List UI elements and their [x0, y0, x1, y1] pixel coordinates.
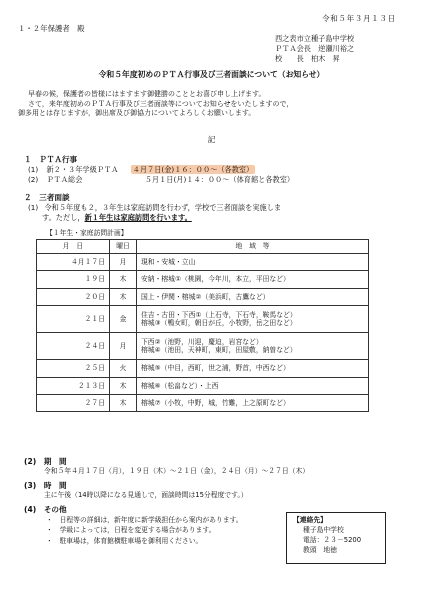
row-date: ２１日	[37, 306, 110, 333]
row-area	[137, 271, 369, 288]
period-text: 令和５年４月１７日（月），１９日（木）～２１日（金），２４日（月）～２７日（木）	[44, 467, 310, 475]
row-area	[137, 333, 369, 360]
document-date: 令和５年３月１３日	[322, 14, 396, 23]
row-date: ２０日	[37, 288, 110, 305]
row-day: 木	[110, 394, 137, 411]
item-number: (1)	[28, 203, 39, 212]
table-body	[37, 254, 369, 412]
row-date: ２４日	[37, 333, 110, 360]
sender-principal: 校 長 柏木 昇	[275, 54, 340, 63]
area-line: 下西②（池野，川迎，慶迫，岩宮など）	[141, 337, 263, 346]
other-bullets	[46, 515, 243, 546]
pta-item-1	[28, 165, 255, 174]
other-heading: (4) その他	[24, 505, 67, 514]
contact-box	[286, 512, 386, 564]
area-line: 榕城⑤（中目，西町，世之浦，野首，中西など）	[141, 364, 290, 373]
row-date: ２１３日	[37, 377, 110, 394]
row-day: 火	[110, 360, 137, 377]
item-label: ＰＴＡ総会	[46, 175, 83, 184]
table-row	[37, 271, 369, 288]
home-visit-note: 新１年生は家庭訪問を行います。	[84, 213, 192, 222]
ki-heading: 記	[207, 135, 216, 144]
row-area	[137, 360, 369, 377]
table-row	[37, 333, 369, 360]
table-row	[37, 360, 369, 377]
row-day: 月	[110, 254, 137, 271]
sender-pta-president: ＰＴＡ会長 逆瀬川裕之	[275, 44, 355, 53]
row-day: 月	[110, 333, 137, 360]
table-row	[37, 254, 369, 271]
column-header-area: 地 域 等	[137, 240, 369, 254]
row-area	[137, 288, 369, 305]
pta-item-2	[28, 175, 294, 184]
item-number: (2)	[28, 175, 39, 184]
bullet-item: ・ 駐車場は，体育館横駐車場を御利用ください。	[46, 536, 203, 545]
document-title: 令和５年度初めのＰＴＡ行事及び三者面談について（お知らせ）	[98, 70, 325, 79]
area-line: 榕城④（池田，天神町，東町，田屋敷，納曽など）	[141, 346, 297, 355]
item-datetime-highlighted: ４月７日(金)１６：００～（各教室）	[132, 165, 254, 174]
intro-line: さて，来年度初めのＰＴＡ行事及び三者面談等についてお知らせをいたしますので，	[28, 99, 294, 108]
row-day: 木	[110, 271, 137, 288]
row-day: 木	[110, 377, 137, 394]
home-visit-table	[36, 239, 369, 412]
row-date: ２５日	[37, 360, 110, 377]
sender-school: 西之表市立種子島中学校	[275, 34, 355, 43]
intro-line: 早春の候，保護者の皆様にはますます御健勝のこととお喜び申し上げます。	[28, 90, 266, 98]
area-line: 榕城⑦（小牧，中野，城，竹難，上之原町など）	[141, 398, 290, 407]
contact-school: 種子島中学校	[303, 526, 344, 534]
sender-block	[275, 34, 354, 64]
row-area	[137, 377, 369, 394]
area-line: 現和・安城・立山	[141, 257, 196, 266]
row-date: ２７日	[37, 394, 110, 411]
section-interview-heading: ２ 三者面談	[24, 193, 70, 202]
intro-paragraph	[18, 90, 294, 119]
bullet-item: ・ 学級によっては，日程を変更する場合があります。	[46, 526, 216, 535]
interview-text: 令和５年度も２，３年生は家庭訪問を行わず，学校で三者面談を実施しま	[44, 203, 282, 212]
row-area	[137, 394, 369, 411]
area-line: 国上・伊関・榕城②（美浜町，古鷹など）	[141, 292, 270, 301]
table-row	[37, 306, 369, 333]
item-datetime: ５月１日(月)１４：００～（体育館と各教室）	[144, 175, 295, 184]
time-heading: (3) 時 間	[24, 481, 67, 490]
row-area	[137, 306, 369, 333]
row-date: ４月１７日	[37, 254, 110, 271]
time-text: 主に午後（14時以降になる見通しで，面談時間は15分程度です。）	[44, 491, 248, 499]
contact-person: 教頭 地徳	[303, 546, 337, 554]
section-pta-heading: １ ＰＴＡ行事	[24, 155, 78, 164]
bullet-text: 学級によっては，日程を変更する場合があります。	[59, 526, 216, 535]
bullet-text: 日程等の詳細は，新年度に新学級担任から案内があります。	[59, 516, 243, 524]
bullet-item: ・ 日程等の詳細は，新年度に新学級担任から案内があります。	[46, 516, 243, 524]
row-area	[137, 254, 369, 271]
column-header-date: 月 日	[37, 240, 110, 254]
row-date: １９日	[37, 271, 110, 288]
area-line: 榕城⑥（松畠など）・上西	[141, 381, 219, 390]
item-number: (1)	[28, 165, 39, 174]
intro-line: 御多用とは存じますが，御出席及び御協力についてよろしくお願いします。	[18, 109, 256, 118]
interview-line-1	[28, 203, 281, 212]
table-row	[37, 394, 369, 411]
table-caption: 【１年生・家庭訪問計画】	[46, 229, 128, 237]
contact-title: 【連絡先】	[293, 516, 327, 524]
row-day: 金	[110, 306, 137, 333]
row-day: 木	[110, 288, 137, 305]
bullet-text: 駐車場は，体育館横駐車場を御利用ください。	[59, 536, 203, 545]
interview-text: す。ただし，	[42, 213, 85, 222]
column-header-day: 曜日	[110, 240, 137, 254]
item-label: 新２・３年学級ＰＴＡ	[46, 165, 119, 174]
area-line: 榕城③（鴨女町，朝日が丘，小牧野，岳之田など）	[141, 319, 297, 328]
table-row	[37, 377, 369, 394]
recipient: １・２年保護者 殿	[18, 24, 85, 33]
interview-line-2	[42, 213, 192, 222]
table-row	[37, 288, 369, 305]
period-heading: (2) 期 間	[24, 457, 67, 466]
contact-phone: 電話：２３－5200	[303, 536, 362, 544]
area-line: 安納・榕城①（桃園，今年川，本立，平田など）	[141, 275, 290, 284]
area-line: 住吉・古田・下西①（上石寺，下石寺，鞍馬など）	[141, 310, 297, 319]
table-header-row	[37, 240, 369, 254]
